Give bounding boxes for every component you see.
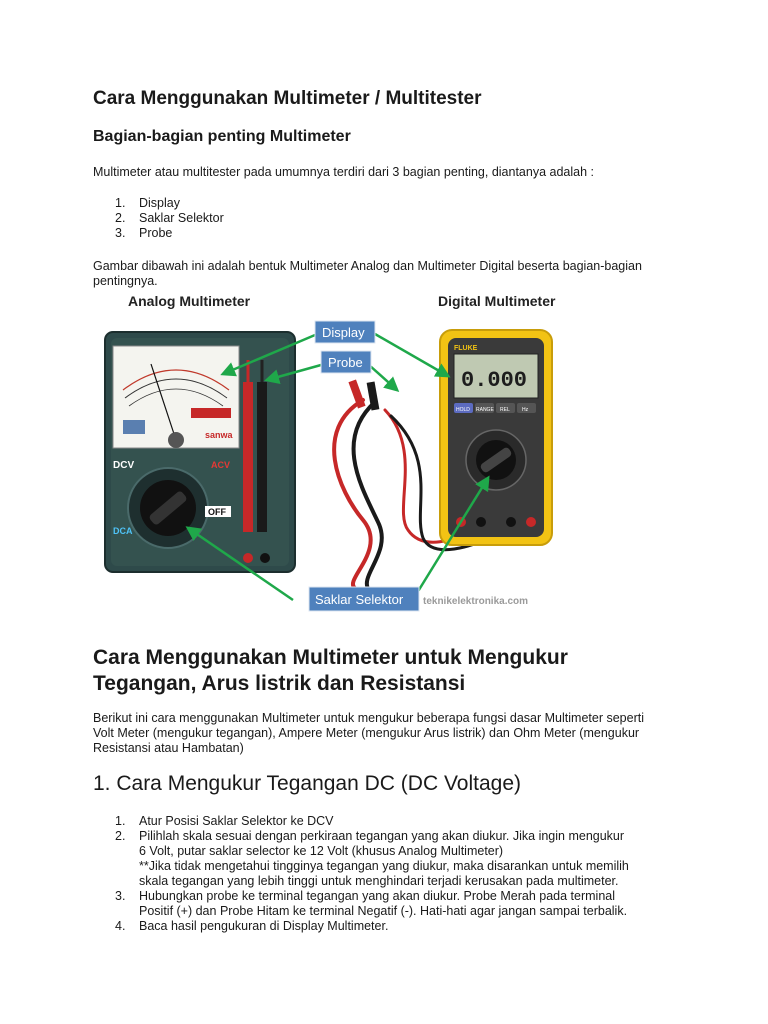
section-heading: Cara Menggunakan Multimeter untuk Mengukur Tegangan, Arus listrik dan Resistansi — [93, 646, 568, 695]
intro-paragraph: Multimeter atau multitester pada umumnya terdiri dari 3 bagian penting, diantanya adalah : — [93, 165, 594, 179]
svg-text:DCA: DCA — [113, 526, 133, 536]
probe-callout — [321, 351, 371, 373]
list-item: 1. Display — [115, 196, 180, 210]
display-callout — [315, 321, 375, 343]
steps-list — [93, 814, 678, 934]
svg-text:Probe: Probe — [328, 355, 363, 370]
svg-text:REL: REL — [500, 407, 510, 413]
watermark: teknikelektronika.com — [423, 596, 529, 607]
digital-display — [454, 354, 538, 398]
digital-brand: FLUKE — [454, 345, 478, 352]
list-item: 3. Probe — [115, 226, 173, 240]
analog-brand: sanwa — [205, 430, 233, 440]
svg-text:Display: Display — [322, 325, 365, 340]
svg-text:DCV: DCV — [113, 460, 135, 471]
multimeter-illustration — [93, 290, 593, 615]
figure-intro: Gambar dibawah ini adalah bentuk Multimeter Analog dan Multimeter Digital beserta bagian-bagian pentingnya. — [93, 259, 642, 288]
list-item: 2. Saklar Selektor — [115, 211, 224, 225]
analog-display — [113, 346, 239, 448]
section-intro: Berikut ini cara menggunakan Multimeter untuk mengukur beberapa fungsi dasar Multimeter seperti Volt Meter (mengukur tegangan), Ampere Meter (mengukur Arus listrik) dan Ohm Meter (mengukur Resistansi atau Hambatan) — [93, 711, 644, 755]
digital-label: Digital Multimeter — [438, 293, 556, 309]
list-item: 3. Hubungkan probe ke terminal tegangan yang akan diukur. Probe Merah pada terminal Positif (+) dan Probe Hitam ke terminal Negatif (-). Hati-hati agar jangan sampai terbalik. — [115, 889, 628, 918]
list-item: 2. Pilihlah skala sesuai dengan perkiraan tegangan yang akan diukur. Jika ingin mengukur 6 Volt, putar saklar selector ke 12 Volt (khusus Analog Multimeter) **Jika tidak mengetahui tingginya tegangan yang diukur, maka disarankan untuk memilih skala tegangan yang lebih tinggi untuk menghindari terjadi kerusakan pada multimeter. — [115, 829, 629, 888]
digital-reading: 0.000 — [461, 368, 528, 393]
svg-text:Hz: Hz — [522, 407, 529, 413]
section-subtitle: Bagian-bagian penting Multimeter — [93, 128, 351, 145]
document-title: Cara Menggunakan Multimeter / Multitester — [93, 88, 482, 109]
selector-callout — [309, 587, 419, 611]
analog-label: Analog Multimeter — [128, 293, 251, 309]
svg-text:Saklar Selektor: Saklar Selektor — [315, 592, 404, 607]
multimeter-figure — [93, 290, 593, 615]
list-item: 1. Atur Posisi Saklar Selektor ke DCV — [115, 814, 334, 828]
svg-text:OFF: OFF — [208, 507, 226, 517]
dc-voltage-heading: 1. Cara Mengukur Tegangan DC (DC Voltage) — [93, 772, 522, 795]
digital-multimeter — [440, 330, 552, 545]
svg-text:HOLD: HOLD — [456, 407, 470, 413]
digital-selector-dial — [466, 430, 526, 490]
svg-text:ACV: ACV — [211, 460, 231, 470]
parts-list — [93, 196, 224, 241]
svg-text:RANGE: RANGE — [476, 407, 494, 413]
list-item: 4. Baca hasil pengukuran di Display Multimeter. — [115, 919, 389, 933]
